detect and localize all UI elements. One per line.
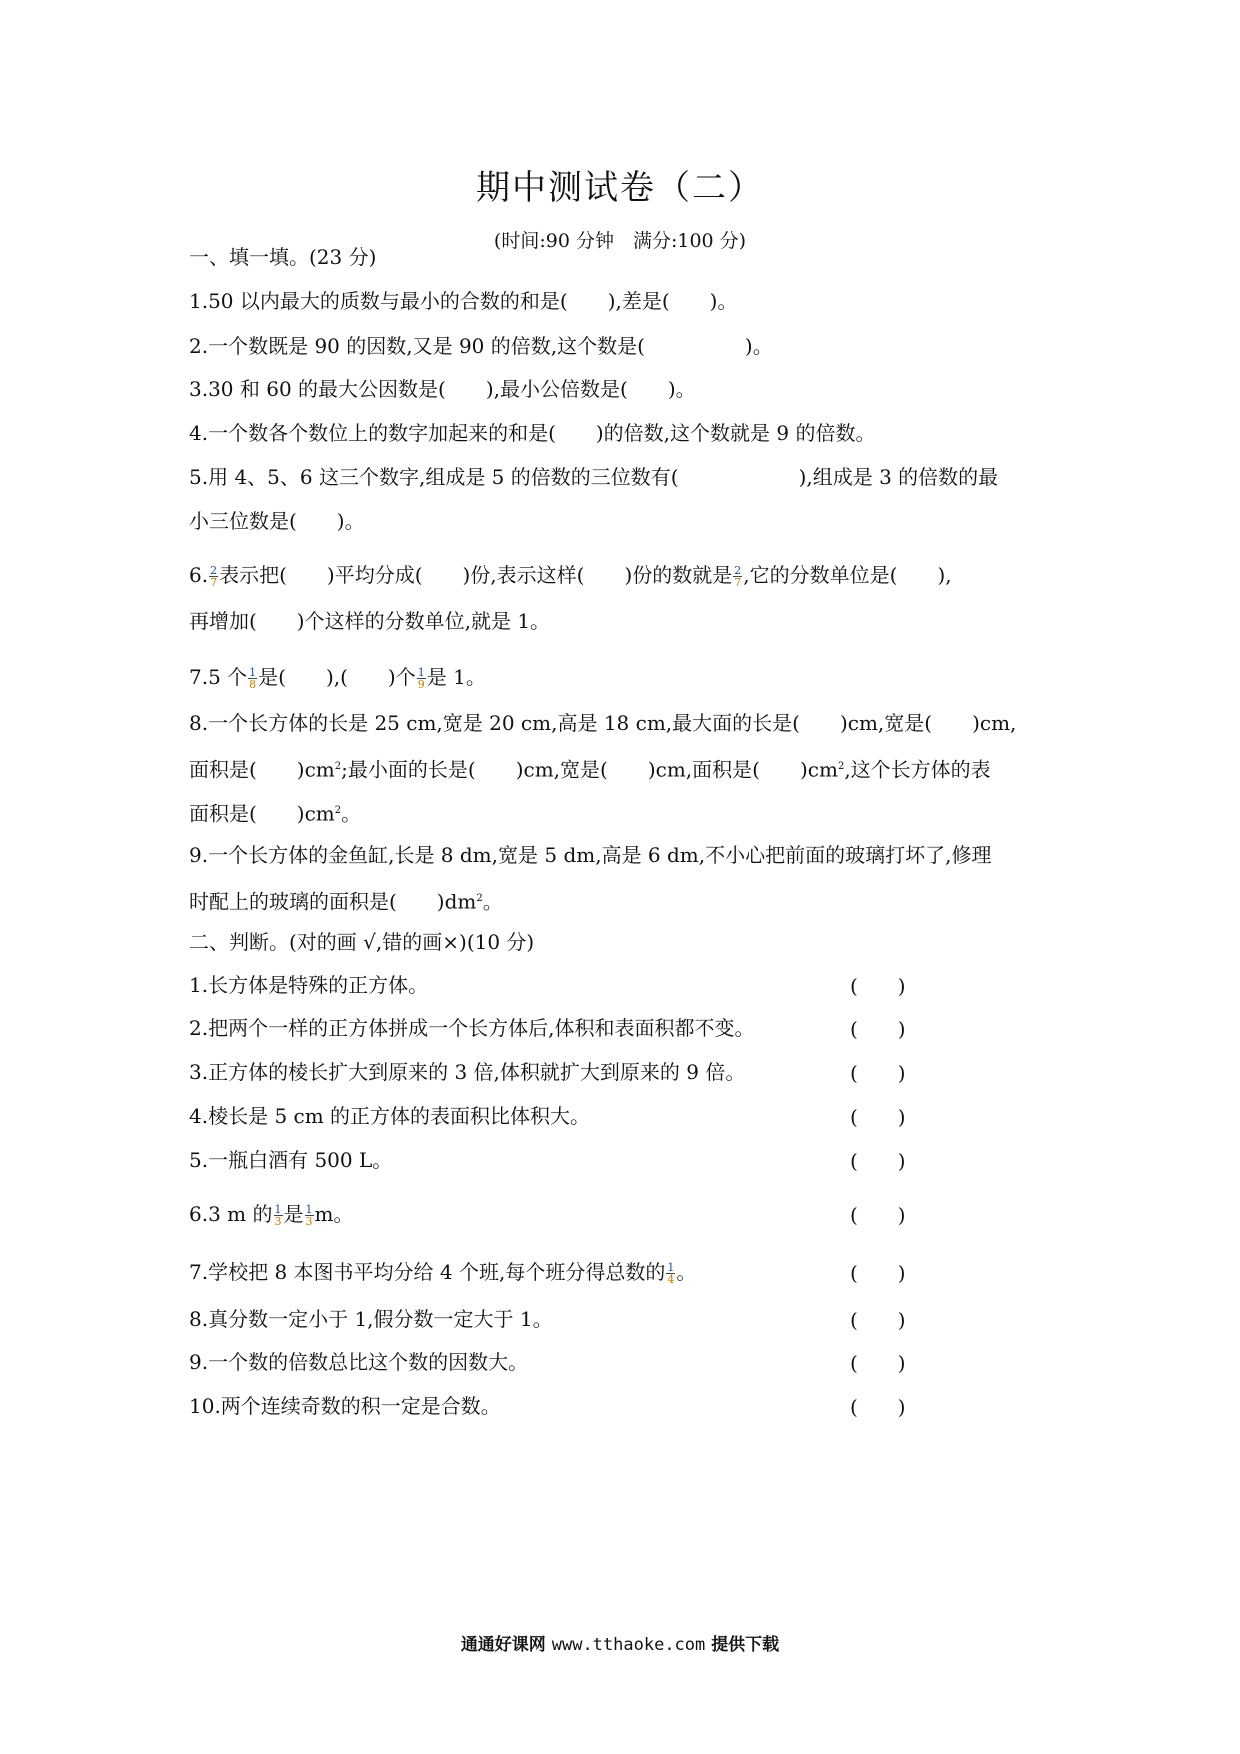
question-9-line2: 时配上的玻璃的面积是( )$dm^2$。	[189, 889, 503, 914]
footer-site-name: 通通好课网	[460, 1635, 546, 1655]
fraction-2-7: $\frac{2}{7}$	[210, 564, 218, 589]
question-8-line2: 面积是( )$cm^2$;最小面的长是( )cm,宽是( )cm,面积是( )$cm^2$,这个长方体的表	[189, 757, 991, 782]
question-1: 1.50 以内最大的质数与最小的合数的和是( ),差是( )。	[189, 289, 738, 313]
question-8-line3: 面积是( )$cm^2$。	[189, 801, 362, 826]
judge-9: 9.一个数的倍数总比这个数的因数大。	[189, 1350, 529, 1374]
question-7: 7.5 个 $\frac{1}{8}$ 是( ),( )个 $\frac{1}{9}$ 是 1。	[189, 665, 486, 691]
answer-paren-4[interactable]: ( )	[850, 1105, 906, 1129]
judge-2: 2.把两个一样的正方体拼成一个长方体后,体积和表面积都不变。	[189, 1016, 755, 1040]
question-3: 3.30 和 60 的最大公因数是( ),最小公倍数是( )。	[189, 377, 696, 401]
footer-watermark	[0, 1630, 1240, 1655]
answer-paren-1[interactable]: ( )	[850, 974, 906, 998]
answer-paren-2[interactable]: ( )	[850, 1017, 906, 1041]
footer-suffix: 提供下载	[711, 1635, 780, 1655]
answer-paren-5[interactable]: ( )	[850, 1149, 906, 1173]
answer-paren-7[interactable]: ( )	[850, 1261, 906, 1285]
question-8-line1: 8.一个长方体的长是 25 cm,宽是 20 cm,高是 18 cm,最大面的长是( )cm,宽是( )cm,	[189, 711, 1017, 735]
fraction-1-8: $\frac{1}{8}$	[249, 666, 257, 691]
judge-1: 1.长方体是特殊的正方体。	[189, 973, 429, 997]
fraction-1-4: $\frac{1}{4}$	[667, 1261, 675, 1286]
footer-url[interactable]: www.tthaoke.com	[551, 1635, 706, 1655]
question-6-text: 表示把( )平均分成( )份,表示这样( )份的数就是	[219, 563, 733, 587]
question-2: 2.一个数既是 90 的因数,又是 90 的倍数,这个数是( )。	[189, 334, 773, 358]
question-6-number: 6.	[189, 563, 209, 587]
judge-8: 8.真分数一定小于 1,假分数一定大于 1。	[189, 1307, 553, 1331]
judge-6: 6.3 m 的 $\frac{1}{3}$ 是 $\frac{1}{3}$ m。	[189, 1202, 354, 1228]
question-4: 4.一个数各个数位上的数字加起来的和是( )的倍数,这个数就是 9 的倍数。	[189, 421, 876, 445]
fraction-1-3: $\frac{1}{3}$	[274, 1203, 282, 1228]
judge-7: 7.学校把 8 本图书平均分给 4 个班,每个班分得总数的 $\frac{1}{4}$ 。	[189, 1260, 697, 1286]
answer-paren-8[interactable]: ( )	[850, 1308, 906, 1332]
answer-paren-6[interactable]: ( )	[850, 1203, 906, 1227]
judge-5: 5.一瓶白酒有 500 L。	[189, 1148, 393, 1172]
fraction-1-9: $\frac{1}{9}$	[417, 666, 425, 691]
answer-paren-3[interactable]: ( )	[850, 1061, 906, 1085]
judge-3: 3.正方体的棱长扩大到原来的 3 倍,体积就扩大到原来的 9 倍。	[189, 1060, 746, 1084]
judge-10: 10.两个连续奇数的积一定是合数。	[189, 1394, 501, 1418]
question-5-line2: 小三位数是( )。	[189, 509, 365, 533]
fraction-1-3-repeat: $\frac{1}{3}$	[305, 1203, 313, 1228]
answer-paren-10[interactable]: ( )	[850, 1395, 906, 1419]
answer-paren-9[interactable]: ( )	[850, 1351, 906, 1375]
section1-heading: 一、填一填。(23 分)	[189, 245, 377, 269]
page-title: 期中测试卷（二）	[476, 168, 764, 208]
question-9-line1: 9.一个长方体的金鱼缸,长是 8 dm,宽是 5 dm,高是 6 dm,不小心把前面的玻璃打坏了,修理	[189, 843, 992, 867]
fraction-2-7-repeat: $\frac{2}{7}$	[734, 564, 742, 589]
section2-heading: 二、判断。(对的画 √,错的画×)(10 分)	[189, 930, 535, 954]
exam-info: (时间:90 分钟 满分:100 分)	[493, 230, 747, 252]
question-6-text-end: ,它的分数单位是( ),	[743, 563, 952, 587]
question-6-line2: 再增加( )个这样的分数单位,就是 1。	[189, 609, 551, 633]
question-5-line1: 5.用 4、5、6 这三个数字,组成是 5 的倍数的三位数有( ),组成是 3 的倍数的最	[189, 465, 999, 489]
question-6-line1	[189, 560, 1069, 590]
judge-4: 4.棱长是 5 cm 的正方体的表面积比体积大。	[189, 1104, 591, 1128]
